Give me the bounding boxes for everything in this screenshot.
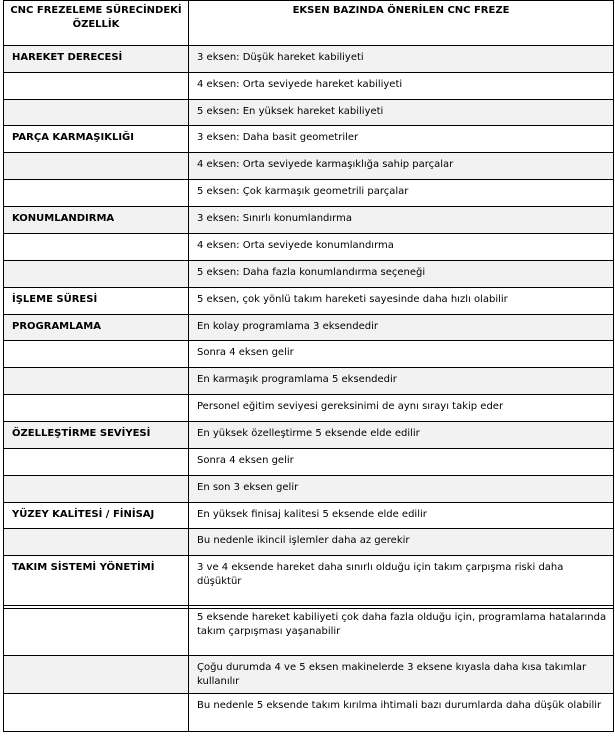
feature-cell xyxy=(4,153,189,180)
feature-cell xyxy=(4,341,189,368)
feature-cell xyxy=(4,180,189,207)
table-row xyxy=(4,368,614,395)
value-cell: Bu nedenle ikincil işlemler daha az gerekir xyxy=(189,529,614,556)
feature-cell: ÖZELLEŞTİRME SEVİYESİ xyxy=(4,422,189,449)
value-cell: En kolay programlama 3 eksendedir xyxy=(189,315,614,341)
table-row xyxy=(4,341,614,368)
feature-cell xyxy=(4,73,189,100)
table-row xyxy=(4,529,614,556)
table-row xyxy=(4,207,614,234)
value-cell: 4 eksen: Orta seviyede karmaşıklığa sahip parçalar xyxy=(189,153,614,180)
table-row xyxy=(4,395,614,422)
value-cell: Sonra 4 eksen gelir xyxy=(189,341,614,368)
value-cell: 5 eksen: En yüksek hareket kabiliyeti xyxy=(189,100,614,126)
table-row xyxy=(4,422,614,449)
table-row xyxy=(4,234,614,261)
value-cell: 3 eksen: Düşük hareket kabiliyeti xyxy=(189,46,614,73)
value-cell: En son 3 eksen gelir xyxy=(189,476,614,503)
value-cell: 3 ve 4 eksende hareket daha sınırlı olduğu için takım çarpışma riski daha düşüktür xyxy=(189,556,614,609)
table-row xyxy=(4,694,614,732)
feature-cell: TAKIM SİSTEMİ YÖNETİMİ xyxy=(4,556,189,609)
value-cell: Çoğu durumda 4 ve 5 eksen makinelerde 3 eksene kıyasla daha kısa takımlar kullanılır xyxy=(189,656,614,694)
feature-cell xyxy=(4,261,189,288)
table-row xyxy=(4,261,614,288)
table-row xyxy=(4,449,614,476)
table-row xyxy=(4,288,614,315)
value-cell: 5 eksende hareket kabiliyeti çok daha fazla olduğu için, programlama hatalarında takım çarpışması yaşanabilir xyxy=(189,606,614,656)
feature-cell: PARÇA KARMAŞIKLIĞI xyxy=(4,126,189,153)
comparison-table xyxy=(3,0,614,609)
value-cell: 5 eksen, çok yönlü takım hareketi sayesinde daha hızlı olabilir xyxy=(189,288,614,315)
value-cell: Personel eğitim seviyesi gereksinimi de aynı sırayı takip eder xyxy=(189,395,614,422)
feature-cell: HAREKET DERECESİ xyxy=(4,46,189,73)
value-cell: En yüksek finisaj kalitesi 5 eksende elde edilir xyxy=(189,503,614,529)
feature-cell xyxy=(4,656,189,694)
table-row xyxy=(4,180,614,207)
feature-cell: KONUMLANDIRMA xyxy=(4,207,189,234)
value-cell: 4 eksen: Orta seviyede hareket kabiliyeti xyxy=(189,73,614,100)
table-header-row xyxy=(4,1,614,46)
comparison-table-continued xyxy=(3,605,614,732)
table-row xyxy=(4,315,614,341)
value-cell: En yüksek özelleştirme 5 eksende elde edilir xyxy=(189,422,614,449)
value-cell: 4 eksen: Orta seviyede konumlandırma xyxy=(189,234,614,261)
table-row xyxy=(4,100,614,126)
table-row xyxy=(4,153,614,180)
feature-cell xyxy=(4,100,189,126)
feature-cell xyxy=(4,476,189,503)
feature-cell xyxy=(4,234,189,261)
table-row xyxy=(4,656,614,694)
feature-cell: PROGRAMLAMA xyxy=(4,315,189,341)
value-cell: En karmaşık programlama 5 eksendedir xyxy=(189,368,614,395)
table-row xyxy=(4,503,614,529)
feature-cell xyxy=(4,694,189,732)
value-cell: 3 eksen: Sınırlı konumlandırma xyxy=(189,207,614,234)
table-row xyxy=(4,476,614,503)
header-recommendation: EKSEN BAZINDA ÖNERİLEN CNC FREZE xyxy=(189,1,614,46)
value-cell: Bu nedenle 5 eksende takım kırılma ihtimali bazı durumlarda daha düşük olabilir xyxy=(189,694,614,732)
feature-cell xyxy=(4,449,189,476)
feature-cell xyxy=(4,606,189,656)
table-row xyxy=(4,46,614,73)
table-row xyxy=(4,606,614,656)
feature-cell xyxy=(4,395,189,422)
feature-cell xyxy=(4,368,189,395)
feature-cell: İŞLEME SÜRESİ xyxy=(4,288,189,315)
feature-cell: YÜZEY KALİTESİ / FİNİSAJ xyxy=(4,503,189,529)
value-cell: 3 eksen: Daha basit geometriler xyxy=(189,126,614,153)
value-cell: Sonra 4 eksen gelir xyxy=(189,449,614,476)
feature-cell xyxy=(4,529,189,556)
value-cell: 5 eksen: Çok karmaşık geometrili parçalar xyxy=(189,180,614,207)
table-row xyxy=(4,73,614,100)
header-feature: CNC FREZELEME SÜRECİNDEKİ ÖZELLİK xyxy=(4,1,189,46)
table-row xyxy=(4,126,614,153)
value-cell: 5 eksen: Daha fazla konumlandırma seçeneği xyxy=(189,261,614,288)
table-row xyxy=(4,556,614,609)
